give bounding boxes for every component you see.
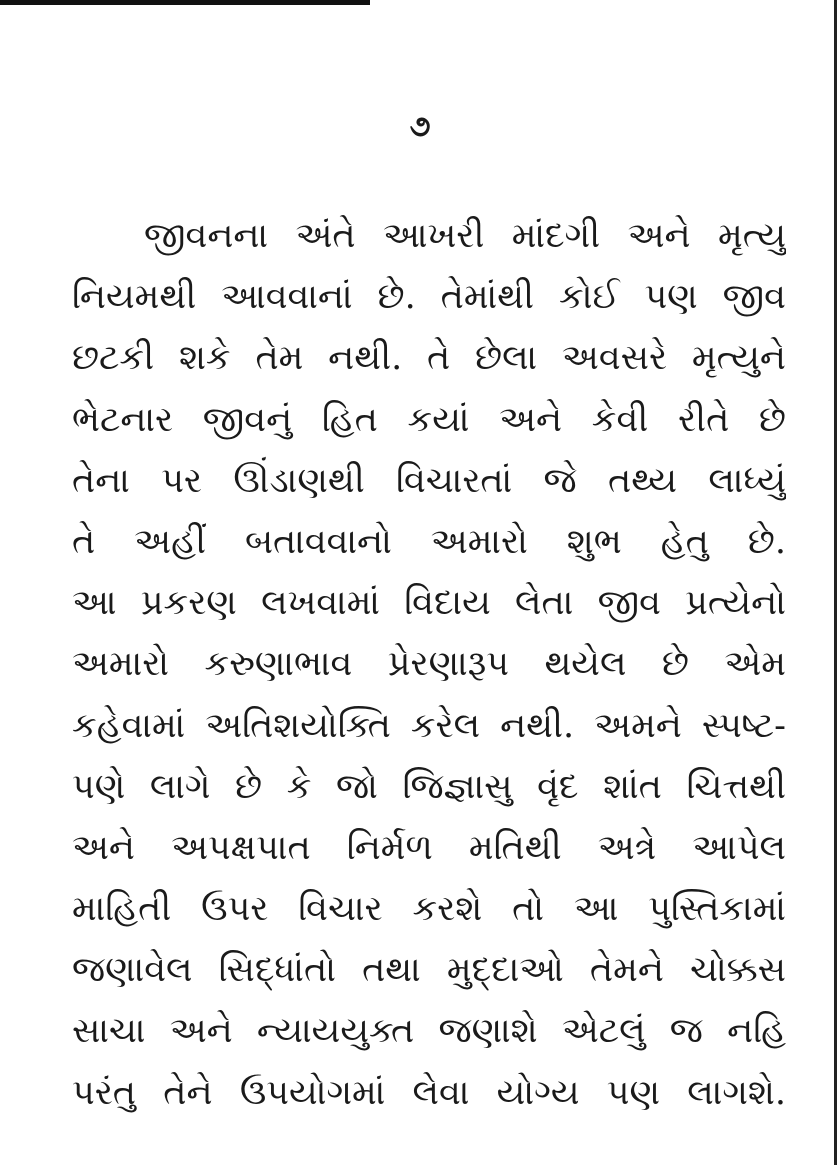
text-line: પરંતુ તેને ઉપયોગમાં લેવા યોગ્ય પણ લાગશે. (72, 1072, 786, 1113)
text-line: તે અહીં બતાવવાનો અમારો શુભ હેતુ છે. (72, 521, 786, 562)
scan-edge-top (0, 0, 370, 5)
text-line: અને અપક્ષપાત નિર્મળ મતિથી અત્રે આપેલ (72, 827, 786, 868)
body-paragraph (72, 206, 786, 1124)
text-line: આ પ્રકરણ લખવામાં વિદાય લેતા જીવ પ્રત્યેનો (72, 583, 786, 624)
text-line: છટકી શકે તેમ નથી. તે છેલા અવસરે મૃત્યુને (72, 338, 786, 379)
page-number: ૭ (409, 109, 431, 144)
text-line: પણે લાગે છે કે જો જિજ્ઞાસુ વૃંદ શાંત ચિત્તથી (72, 766, 786, 807)
text-line: ભેટનાર જીવનું હિત કયાં અને કેવી રીતે છે (72, 399, 786, 440)
text-line: સાચા અને ન્યાયયુક્ત જણાશે એટલું જ નહિ (72, 1011, 786, 1052)
text-line: નિયમથી આવવાનાં છે. તેમાંથી કોઈ પણ જીવ (72, 277, 786, 318)
text-line: તેના પર ઊંડાણથી વિચારતાં જે તથ્ય લાધ્યું (72, 460, 786, 501)
text-line: માહિતી ઉપર વિચાર કરશે તો આ પુસ્તિકામાં (72, 889, 786, 930)
text-line: અમારો કરુણાભાવ પ્રેરણારૂપ થયેલ છે એમ (72, 644, 786, 685)
text-line: કહેવામાં અતિશયોક્તિ કરેલ નથી. અમને સ્પષ્ટ- (72, 705, 786, 746)
text-line: જણાવેલ સિદ્ધાંતો તથા મુદ્દાઓ તેમને ચોક્કસ (72, 950, 786, 991)
text-line: જીવનના અંતે આખરી માંદગી અને મૃત્યુ (144, 216, 786, 256)
scan-edge-right (834, 0, 837, 1165)
